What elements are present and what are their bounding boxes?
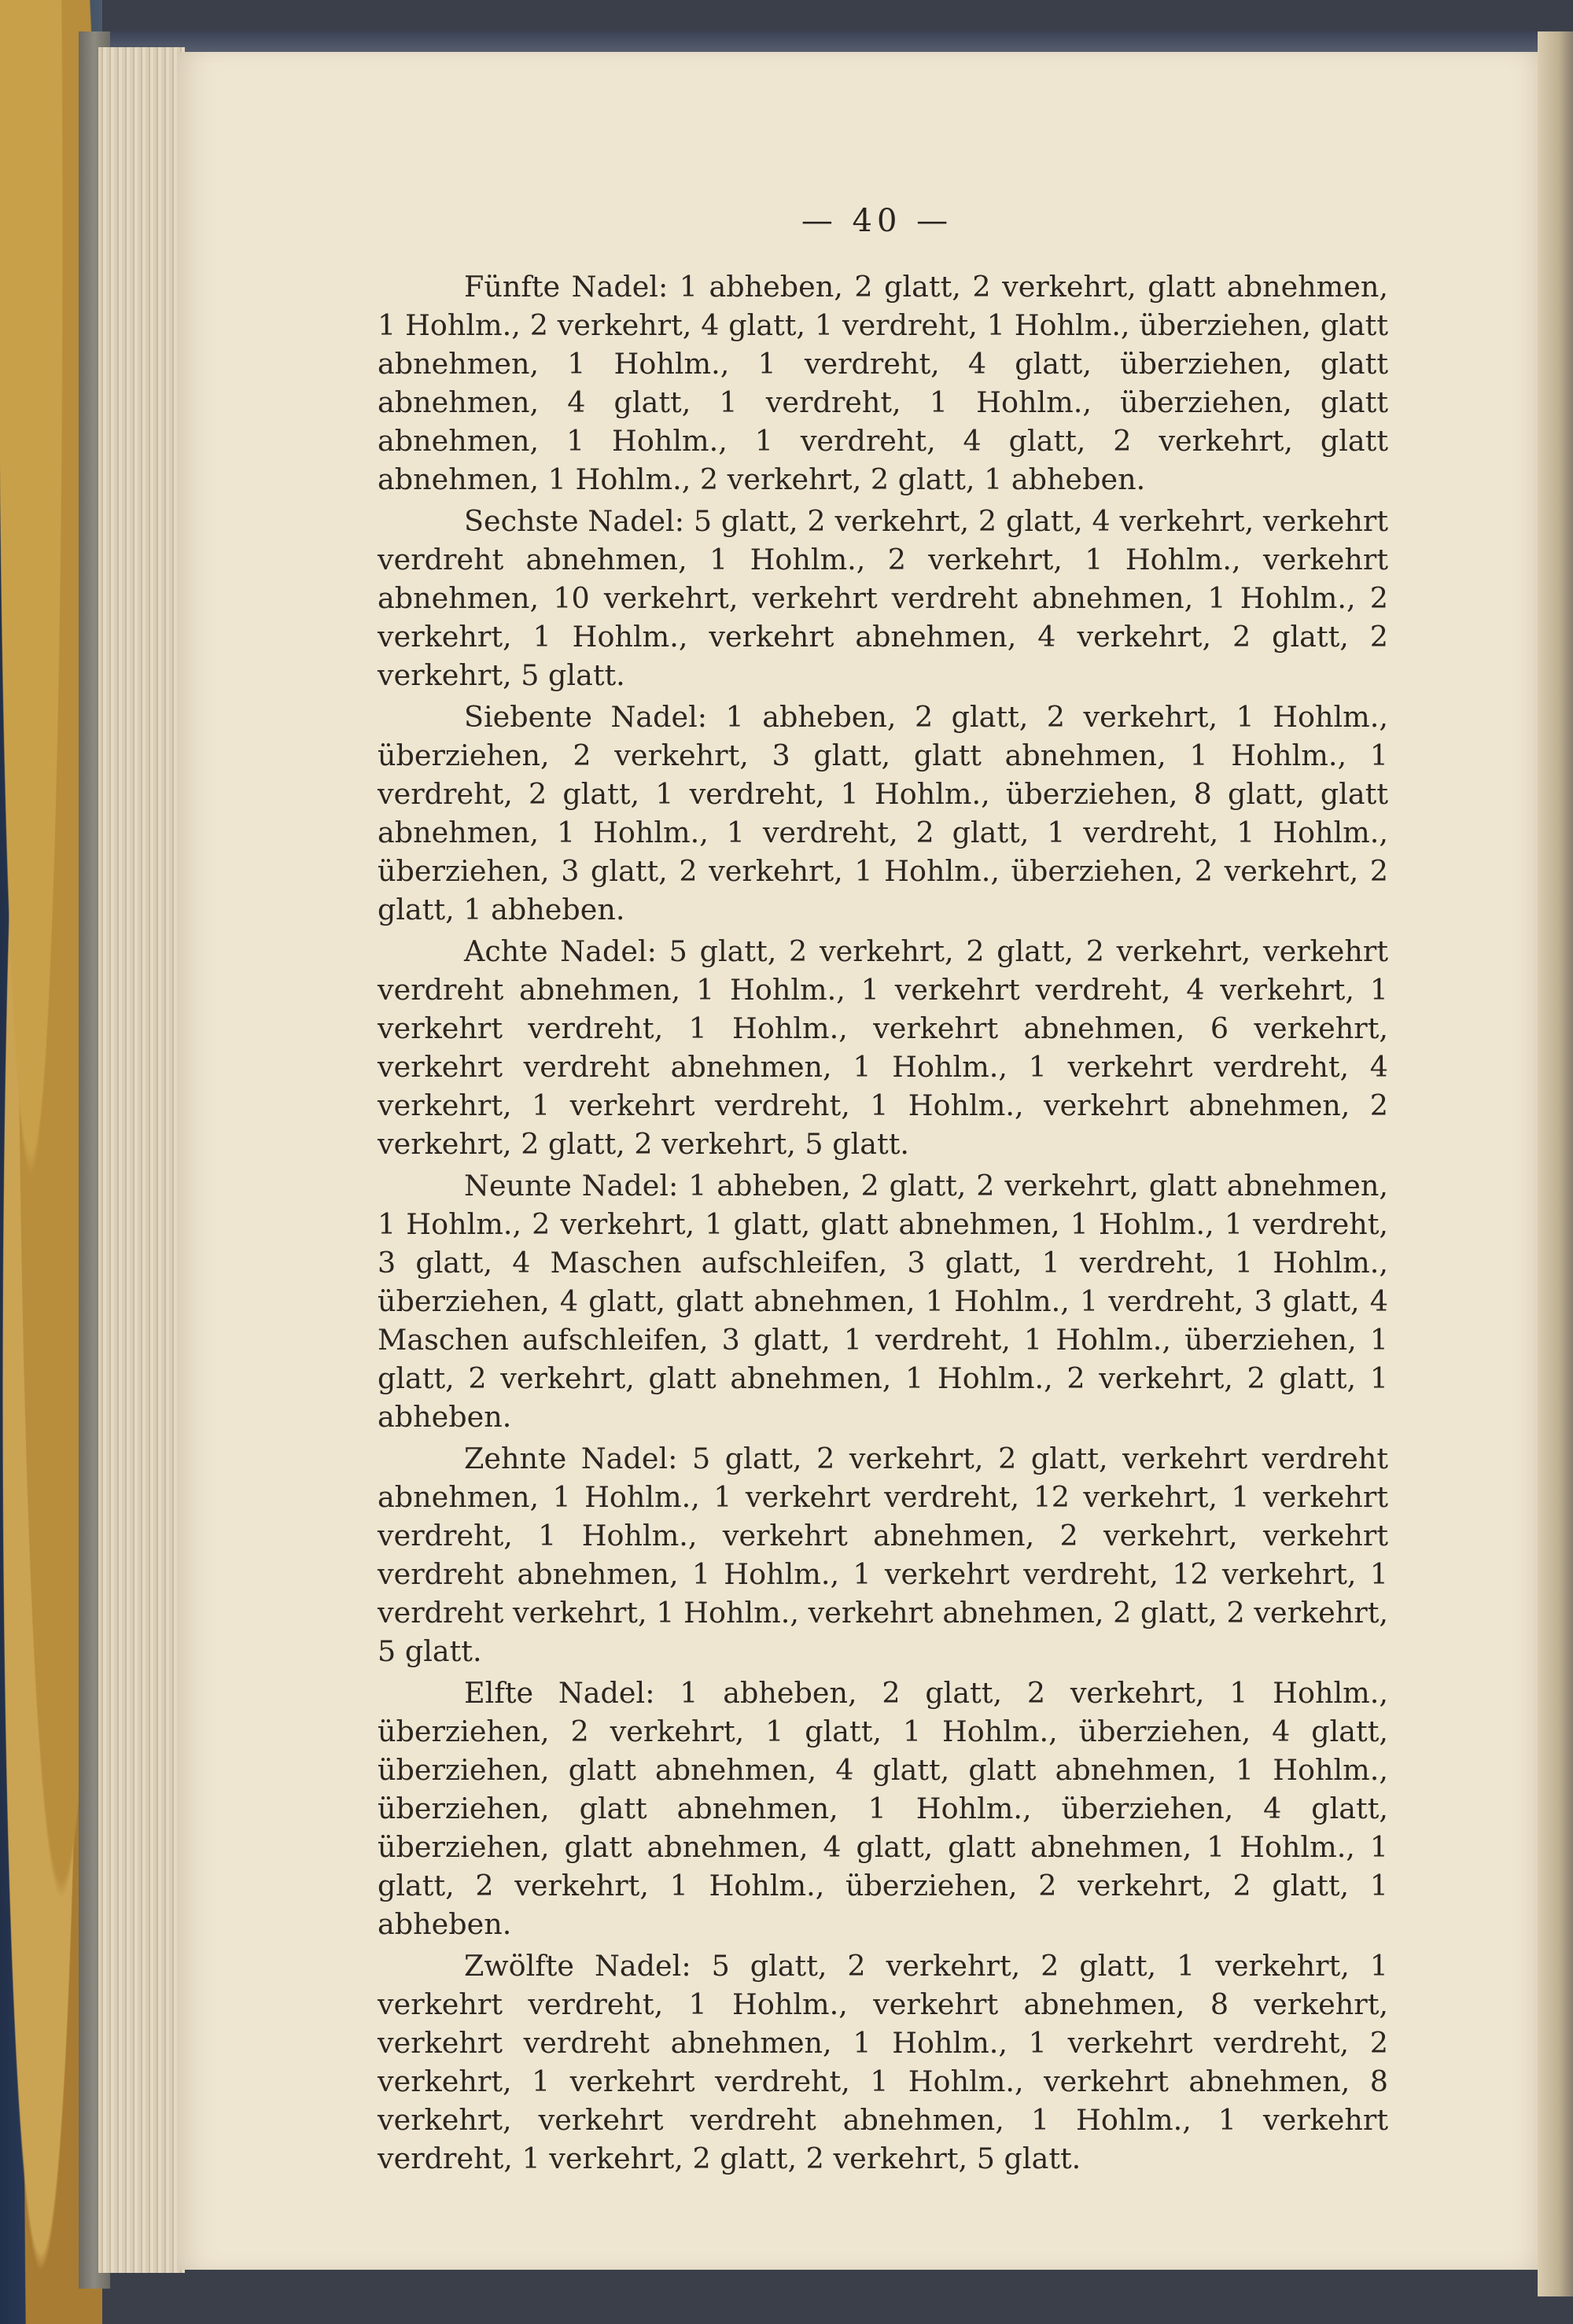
page-number: — 40 — <box>801 203 953 239</box>
paragraph-fuenfte-nadel: Fünfte Nadel: 1 abheben, 2 glatt, 2 verkehrt, glatt abnehmen, 1 Hohlm., 2 verkehrt, 4 glatt, 1 verdreht, 1 Hohlm., überziehen, glatt abnehmen, 1 Hohlm., 1 verdreht, 4 glatt, überziehen, glatt abnehmen, 4 glatt, 1 verdreht, 1 Hohlm., überziehen, glatt abnehmen, 1 Hohlm., 1 verdreht, 4 glatt, 2 verkehrt, glatt abnehmen, 1 Hohlm., 2 verkehrt, 2 glatt, 1 abheben. <box>378 270 1388 496</box>
paragraph-elfte-nadel: Elfte Nadel: 1 abheben, 2 glatt, 2 verkehrt, 1 Hohlm., überziehen, 2 verkehrt, 1 glatt, 1 Hohlm., überziehen, 4 glatt, überziehen, glatt abnehmen, 4 glatt, glatt abnehmen, 1 Hohlm., überziehen, glatt abnehmen, 1 Hohlm., überziehen, 4 glatt, überziehen, glatt abnehmen, 4 glatt, glatt abnehmen, 1 Hohlm., 1 glatt, 2 verkehrt, 1 Hohlm., überziehen, 2 verkehrt, 2 glatt, 1 abheben. <box>378 1676 1388 1941</box>
paragraph-zehnte-nadel: Zehnte Nadel: 5 glatt, 2 verkehrt, 2 glatt, verkehrt verdreht abnehmen, 1 Hohlm., 1 verkehrt verdreht, 12 verkehrt, 1 verkehrt verdreht, 1 Hohlm., verkehrt abnehmen, 2 verkehrt, verkehrt verdreht abnehmen, 1 Hohlm., 1 verkehrt verdreht, 12 verkehrt, 1 verdreht verkehrt, 1 Hohlm., verkehrt abnehmen, 2 glatt, 2 verkehrt, 5 glatt. <box>378 1442 1388 1668</box>
right-page-edge <box>1538 31 1573 2296</box>
paragraph-neunte-nadel: Neunte Nadel: 1 abheben, 2 glatt, 2 verkehrt, glatt abnehmen, 1 Hohlm., 2 verkehrt, 1 glatt, glatt abnehmen, 1 Hohlm., 1 verdreht, 3 glatt, 4 Maschen aufschleifen, 3 glatt, 1 verdreht, 1 Hohlm., überziehen, 4 glatt, glatt abnehmen, 1 Hohlm., 1 verdreht, 3 glatt, 4 Maschen aufschleifen, 3 glatt, 1 verdreht, 1 Hohlm., überziehen, 1 glatt, 2 verkehrt, glatt abnehmen, 1 Hohlm., 2 verkehrt, 2 glatt, 1 abheben. <box>378 1169 1388 1434</box>
page-edges <box>98 47 185 2273</box>
paragraph-sechste-nadel: Sechste Nadel: 5 glatt, 2 verkehrt, 2 glatt, 4 verkehrt, verkehrt verdreht abnehmen, 1 Hohlm., 2 verkehrt, 1 Hohlm., verkehrt abnehmen, 10 verkehrt, verkehrt verdreht abnehmen, 1 Hohlm., 2 verkehrt, 1 Hohlm., verkehrt abnehmen, 4 verkehrt, 2 glatt, 2 verkehrt, 5 glatt. <box>378 504 1388 692</box>
paragraph-siebente-nadel: Siebente Nadel: 1 abheben, 2 glatt, 2 verkehrt, 1 Hohlm., überziehen, 2 verkehrt, 3 glatt, glatt abnehmen, 1 Hohlm., 1 verdreht, 2 glatt, 1 verdreht, 1 Hohlm., überziehen, 8 glatt, glatt abnehmen, 1 Hohlm., 1 verdreht, 2 glatt, 1 verdreht, 1 Hohlm., überziehen, 3 glatt, 2 verkehrt, 1 Hohlm., überziehen, 2 verkehrt, 2 glatt, 1 abheben. <box>378 700 1388 926</box>
page-text <box>378 267 1388 2181</box>
paragraph-zwoelfte-nadel: Zwölfte Nadel: 5 glatt, 2 verkehrt, 2 glatt, 1 verkehrt, 1 verkehrt verdreht, 1 Hohlm., verkehrt abnehmen, 8 verkehrt, verkehrt verdreht abnehmen, 1 Hohlm., 1 verkehrt verdreht, 2 verkehrt, 1 verkehrt verdreht, 1 Hohlm., verkehrt abnehmen, 8 verkehrt, verkehrt verdreht abnehmen, 1 Hohlm., 1 verkehrt verdreht, 1 verkehrt, 2 glatt, 2 verkehrt, 5 glatt. <box>378 1949 1388 2175</box>
cover-top-edge <box>87 31 1565 53</box>
paragraph-achte-nadel: Achte Nadel: 5 glatt, 2 verkehrt, 2 glatt, 2 verkehrt, verkehrt verdreht abnehmen, 1 Hohlm., 1 verkehrt verdreht, 4 verkehrt, 1 verkehrt verdreht, 1 Hohlm., verkehrt abnehmen, 6 verkehrt, verkehrt verdreht abnehmen, 1 Hohlm., 1 verkehrt verdreht, 4 verkehrt, 1 verkehrt verdreht, 1 Hohlm., verkehrt abnehmen, 2 verkehrt, 2 glatt, 2 verkehrt, 5 glatt. <box>378 934 1388 1161</box>
